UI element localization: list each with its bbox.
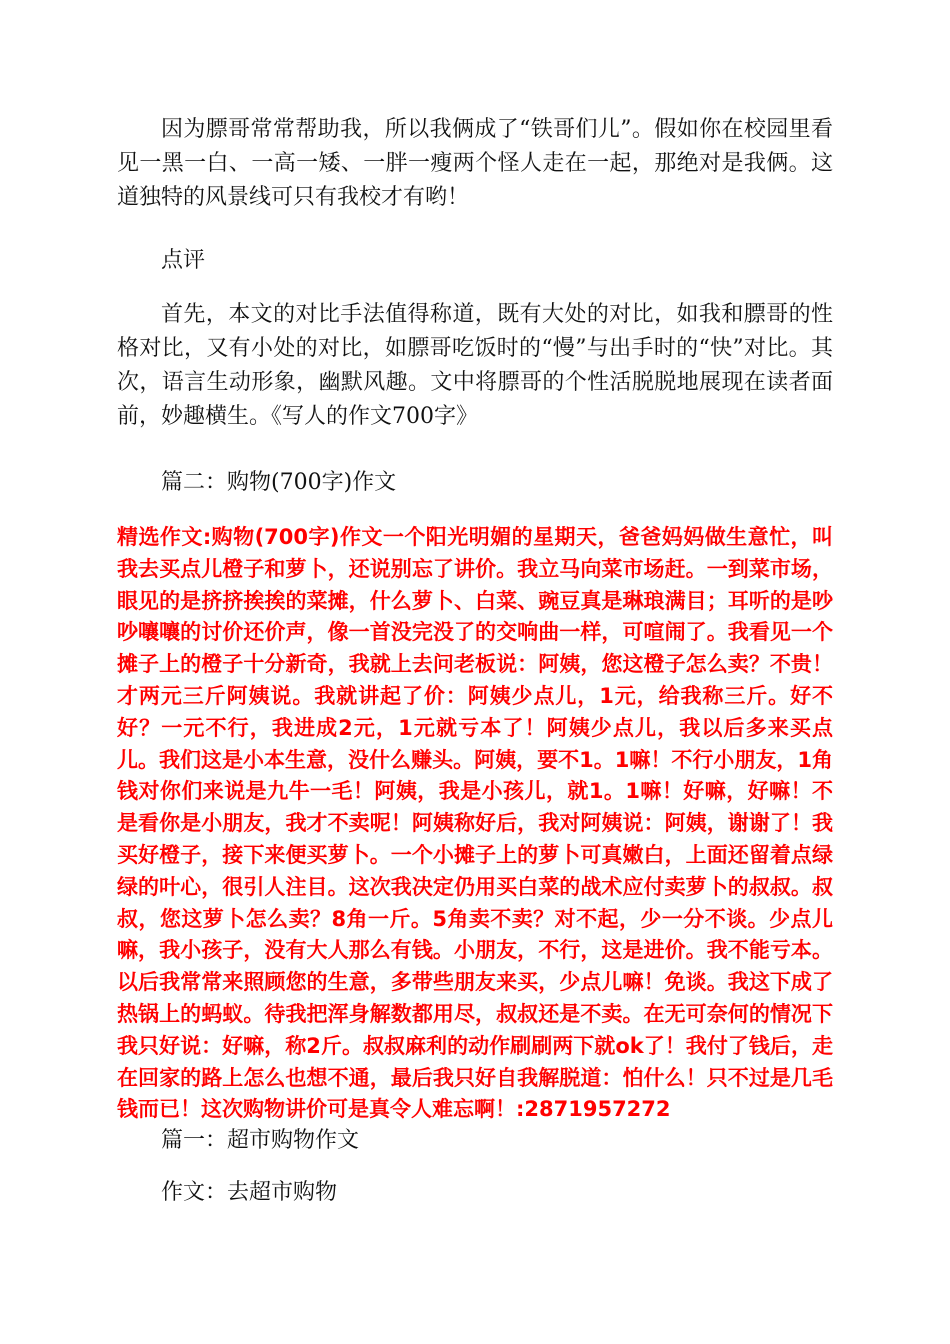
part2-heading: 篇二：购物(700字)作文 — [161, 470, 397, 495]
intro-paragraph: 因为膘哥常常帮助我，所以我俩成了“铁哥们儿”。假如你在校园里看见一黑一白、一高一矮、一胖一瘦两个怪人走在一起，那绝对是我俩。这道独特的风景线可只有我校才有哟！ — [117, 117, 833, 210]
red-essay-text: 精选作文:购物(700字)作文一个阳光明媚的星期天，爸爸妈妈做生意忙，叫我去买点儿橙子和萝卜，还说别忘了讲价。我立马向菜市场赶。一到菜市场，眼见的是挤挤挨挨的菜摊，什么萝卜、白菜、豌豆真是琳琅满目；耳听的是吵吵嚷嚷的讨价还价声，像一首没完没了的交响曲一样，可喧闹了。我看见一个摊子上的橙子十分新奇，我就上去问老板说：阿姨，您这橙子怎么卖？不贵！才两元三斤阿姨说。我就讲起了价：阿姨少点儿，1元，给我称三斤。好不好？一元不行，我进成2元，1元就亏本了！阿姨少点儿，我以后多来买点儿。我们这是小本生意，没什么赚头。阿姨，要不1。1嘛！不行小朋友，1角钱对你们来说是九牛一毛！阿姨，我是小孩儿，就1。1嘛！好嘛，好嘛！不是看你是小朋友，我才不卖呢！阿姨称好后，我对阿姨说：阿姨，谢谢了！我买好橙子，接下来便买萝卜。一个小摊子上的萝卜可真嫩白，上面还留着点绿绿的叶心，很引人注目。这次我决定仍用买白菜的战术应付卖萝卜的叔叔。叔叔，您这萝卜怎么卖？8角一斤。5角卖不卖？对不起，少一分不谈。少点儿嘛，我小孩子，没有大人那么有钱。小朋友，不行，这是进价。我不能亏本。以后我常常来照顾您的生意，多带些朋友来买，少点儿嘛！免谈。我这下成了热锅上的蚂蚁。待我把浑身解数都用尽，叔叔还是不卖。在无可奈何的情况下我只好说：好嘛，称2斤。叔叔麻利的动作刷刷两下就ok了！我付了钱后，走在回家的路上怎么也想不通，最后我只好自我解脱道：怕什么！只不过是几毛钱而已！这次购物讲价可是真令人难忘啊！:2871957272 — [117, 525, 833, 1122]
comment-heading: 点评 — [161, 248, 206, 273]
part1-heading: 篇一：超市购物作文 — [161, 1128, 360, 1153]
comment-paragraph: 首先，本文的对比手法值得称道，既有大处的对比，如我和膘哥的性格对比，又有小处的对比，如膘哥吃饭时的“慢”与出手时的“快”对比。其次，语言生动形象，幽默风趣。文中将膘哥的个性活脱脱地展现在读者面前，妙趣横生。《写人的作文700字》 — [117, 302, 833, 429]
essay-title-line: 作文：去超市购物 — [161, 1180, 338, 1205]
